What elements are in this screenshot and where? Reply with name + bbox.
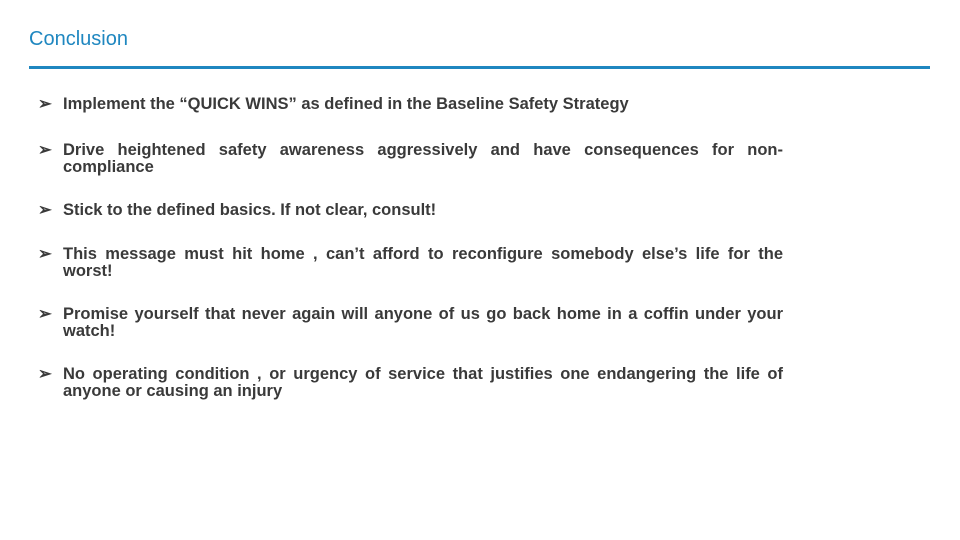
arrowhead-bullet-icon: ➢ — [38, 201, 52, 219]
bullet-text: No operating condition , or urgency of service that justifies one endangering the life of anyone or causing an injury — [63, 365, 783, 400]
arrowhead-bullet-icon: ➢ — [38, 141, 52, 159]
bullet-text: This message must hit home , can’t afford to reconfigure somebody else’s life for the worst! — [63, 245, 783, 280]
bullet-item — [38, 306, 783, 340]
bullet-item — [38, 246, 783, 280]
bullet-text: Promise yourself that never again will anyone of us go back home in a coffin under your watch! — [63, 305, 783, 340]
bullet-item — [38, 96, 783, 113]
arrowhead-bullet-icon: ➢ — [38, 305, 52, 323]
arrowhead-bullet-icon: ➢ — [38, 245, 52, 263]
arrowhead-bullet-icon: ➢ — [38, 365, 52, 383]
bullet-text: Drive heightened safety awareness aggressively and have consequences for non-compliance — [63, 141, 783, 176]
bullet-item — [38, 142, 783, 176]
bullet-item — [38, 202, 783, 219]
bullet-text: Stick to the defined basics. If not clear, consult! — [63, 201, 437, 219]
slide-title: Conclusion — [29, 28, 128, 50]
arrowhead-bullet-icon: ➢ — [38, 95, 52, 113]
bullet-text: Implement the “QUICK WINS” as defined in the Baseline Safety Strategy — [63, 95, 629, 113]
bullet-item — [38, 366, 783, 400]
title-underline — [29, 66, 930, 69]
